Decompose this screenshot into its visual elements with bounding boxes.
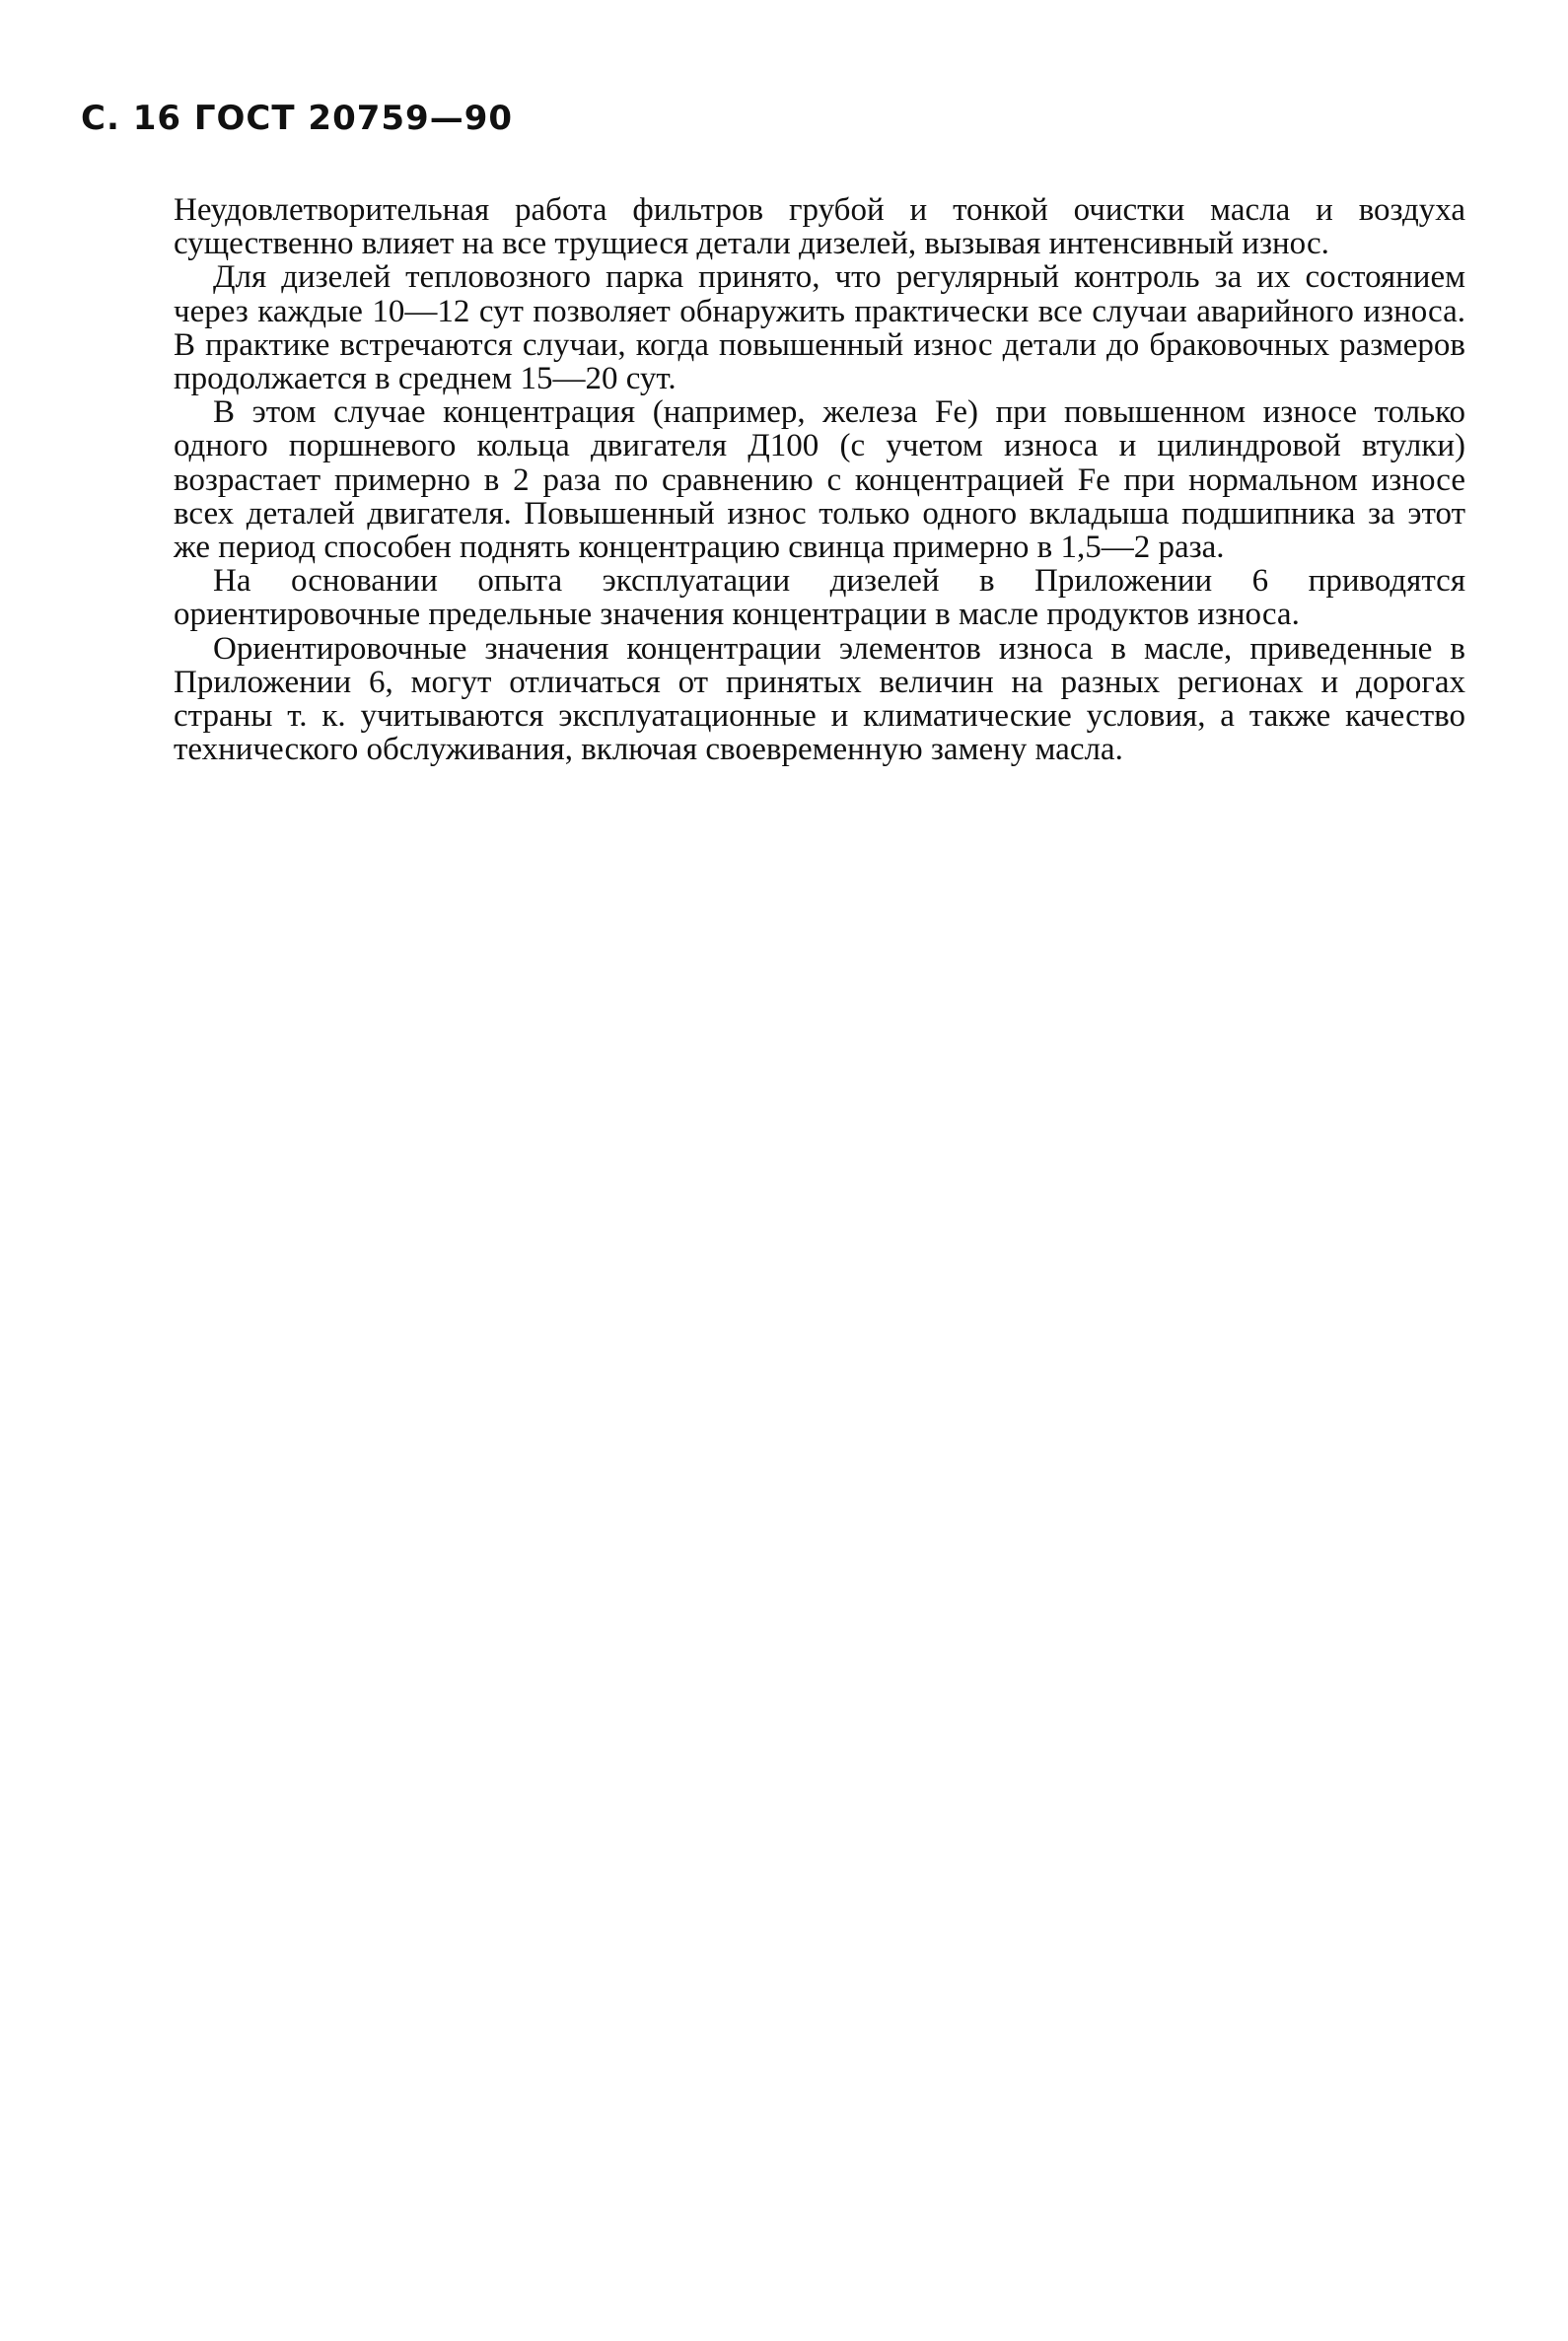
paragraph-appendix-limits: На основании опыта эксплуатации дизелей в Приложении 6 приводятся ориентировочные предельные значения концентрации в масле продуктов износа. <box>174 563 1465 633</box>
paragraph-regional-values: Ориентировочные значения концентрации элементов износа в масле, приведенные в Приложении 6, могут отличаться от принятых величин на разных регионах и дорогах страны т. к. учитываются эксплуатационные и климатические условия, а также качество технического обслуживания, включая своевременную замену масла. <box>174 630 1465 768</box>
body-text <box>174 193 1465 766</box>
running-head: С. 16 ГОСТ 20759—90 <box>81 99 514 138</box>
paragraph-control-period: Для дизелей тепловозного парка принято, что регулярный контроль за их состоянием через каждые 10—12 сут позволяет обнаружить практически все случаи аварийного износа. В практике встречаются случаи, когда повышенный износ детали до браковочных размеров продолжается в среднем 15—20 сут. <box>174 259 1465 397</box>
paragraph-concentration: В этом случае концентрация (например, железа Fe) при повышенном износе только одного поршневого кольца двигателя Д100 (с учетом износа и цилиндровой втулки) возрастает примерно в 2 раза по сравнению с концентрацией Fe при нормальном износе всех деталей двигателя. Повышенный износ только одного вкладыша подшипника за этот же период способен поднять концентрацию свинца примерно в 1,5—2 раза. <box>174 394 1465 566</box>
paragraph-filters: Неудовлетворительная работа фильтров грубой и тонкой очистки масла и воздуха существенно влияет на все трущиеся детали дизелей, вызывая интенсивный износ. <box>174 192 1465 262</box>
